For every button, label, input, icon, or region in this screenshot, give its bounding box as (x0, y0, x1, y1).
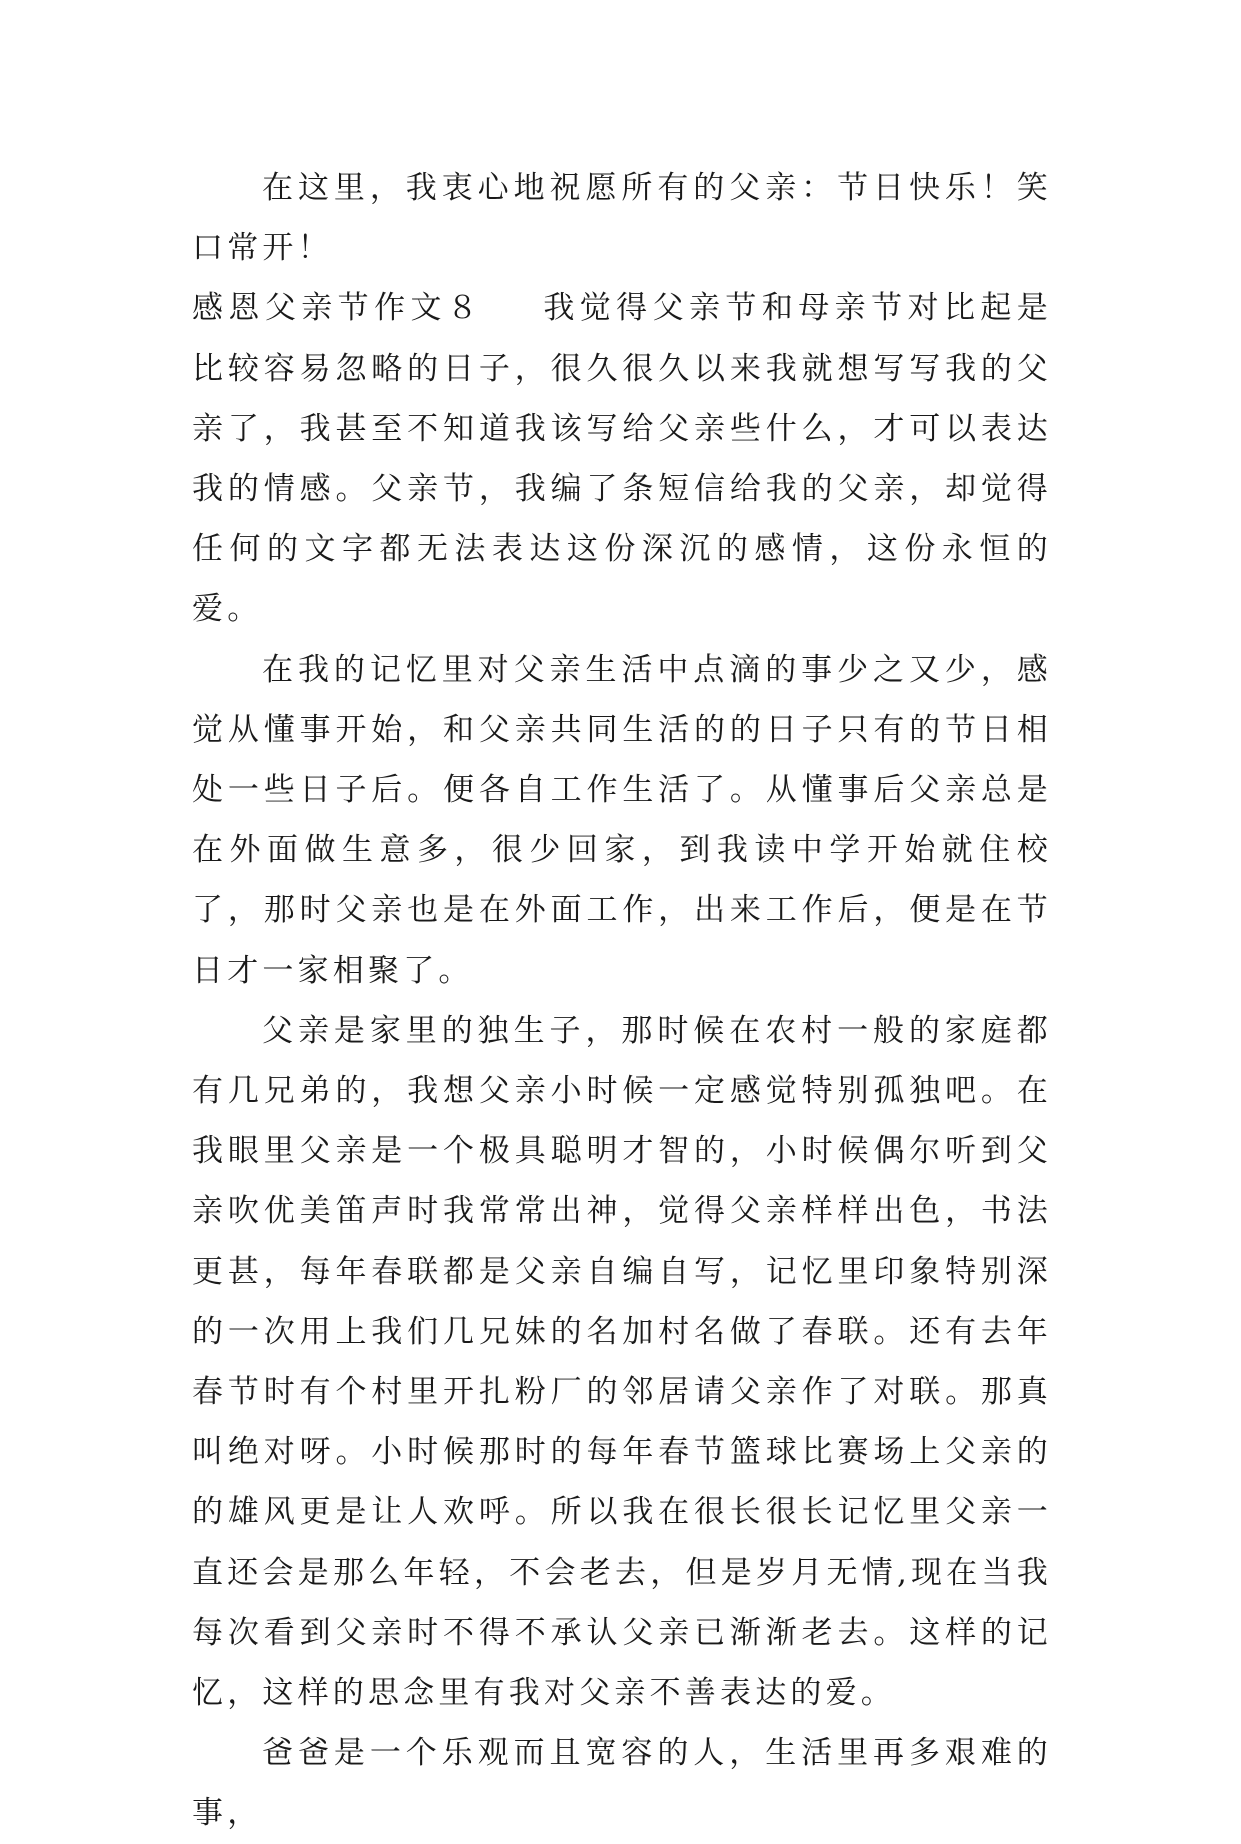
paragraph-2 (192, 278, 1052, 639)
paragraph-1-text: 在这里，我衷心地祝愿所有的父亲：节日快乐！笑口常开！ (192, 170, 1052, 267)
essay-title: 感恩父亲节作文８ (192, 290, 484, 327)
paragraph-4-text: 父亲是家里的独生子，那时候在农村一般的家庭都有几兄弟的，我想父亲小时候一定感觉特别孤独吧。在我眼里父亲是一个极具聪明才智的，小时候偶尔听到父亲吹优美笛声时我常常出神，觉得父亲样样出色，书法更甚，每年春联都是父亲自编自写，记忆里印象特别深的一次用上我们几兄妹的名加村名做了春联。还有去年春节时有个村里开扎粉厂的邻居请父亲作了对联。那真叫绝对呀。小时候那时的每年春节篮球比赛场上父亲的的雄风更是让人欢呼。所以我在很长很长记忆里父亲一直还会是那么年轻，不会老去，但是岁月无情,现在当我每次看到父亲时不得不承认父亲已渐渐老去。这样的记忆，这样的思念里有我对父亲不善表达的爱。 (192, 1012, 1052, 1712)
paragraph-5 (192, 1723, 1052, 1843)
document-body (192, 158, 1052, 1844)
paragraph-4 (192, 1001, 1052, 1723)
paragraph-1 (192, 158, 1052, 278)
paragraph-2-text: 我觉得父亲节和母亲节对比起是比较容易忽略的日子，很久很久以来我就想写写我的父亲了，我甚至不知道我该写给父亲些什么，才可以表达我的情感。父亲节，我编了条短信给我的父亲，却觉得任何的文字都无法表达这份深沉的感情，这份永恒的爱。 (192, 290, 1052, 628)
paragraph-3 (192, 640, 1052, 1001)
paragraph-5-text: 爸爸是一个乐观而且宽容的人，生活里再多艰难的事， (192, 1735, 1052, 1832)
paragraph-3-text: 在我的记忆里对父亲生活中点滴的事少之又少，感觉从懂事开始，和父亲共同生活的的日子只有的节日相处一些日子后。便各自工作生活了。从懂事后父亲总是在外面做生意多，很少回家，到我读中学开始就住校了，那时父亲也是在外面工作，出来工作后，便是在节日才一家相聚了。 (192, 651, 1052, 989)
